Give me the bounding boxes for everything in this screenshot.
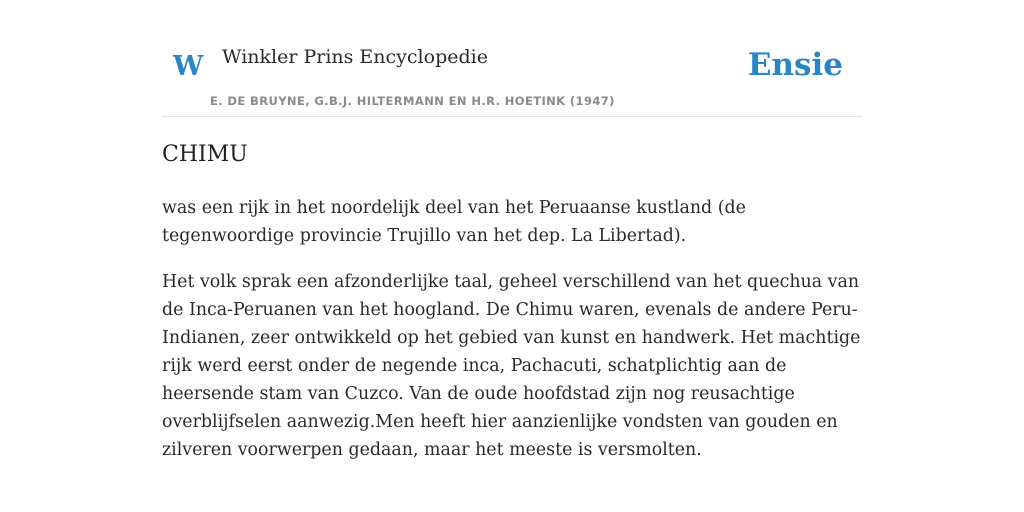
article: [162, 138, 862, 482]
encyclopedia-authors: E. DE BRUYNE, G.B.J. HILTERMANN EN H.R. HOETINK (1947): [210, 94, 615, 108]
article-paragraph-2: Het volk sprak een afzonderlijke taal, geheel verschillend van het quechua van de Inca-Peruanen van het hoogland. De Chimu waren, evenals de andere Peru-Indianen, zeer ontwikkeld op het gebied van kunst en handwerk. Het machtige rijk werd eerst onder de negende inca, Pachacuti, schatplichtig aan de heersende stam van Cuzco. Van de oude hoofdstad zijn nog reusachtige overblijfselen aanwezig.Men heeft hier aanzienlijke vondsten van gouden en zilveren voorwerpen gedaan, maar het meeste is versmolten.: [162, 272, 861, 460]
article-paragraph-1: was een rijk in het noordelijk deel van het Peruaanse kustland (de tegenwoordige provincie Trujillo van het dep. La Libertad).: [162, 198, 746, 246]
encyclopedia-logo[interactable]: W: [173, 51, 204, 82]
encyclopedia-header: [162, 40, 862, 117]
article-title: CHIMU: [162, 142, 248, 167]
ensie-logo-link[interactable]: Ensie: [747, 47, 843, 83]
encyclopedia-title[interactable]: Winkler Prins Encyclopedie: [222, 46, 488, 68]
